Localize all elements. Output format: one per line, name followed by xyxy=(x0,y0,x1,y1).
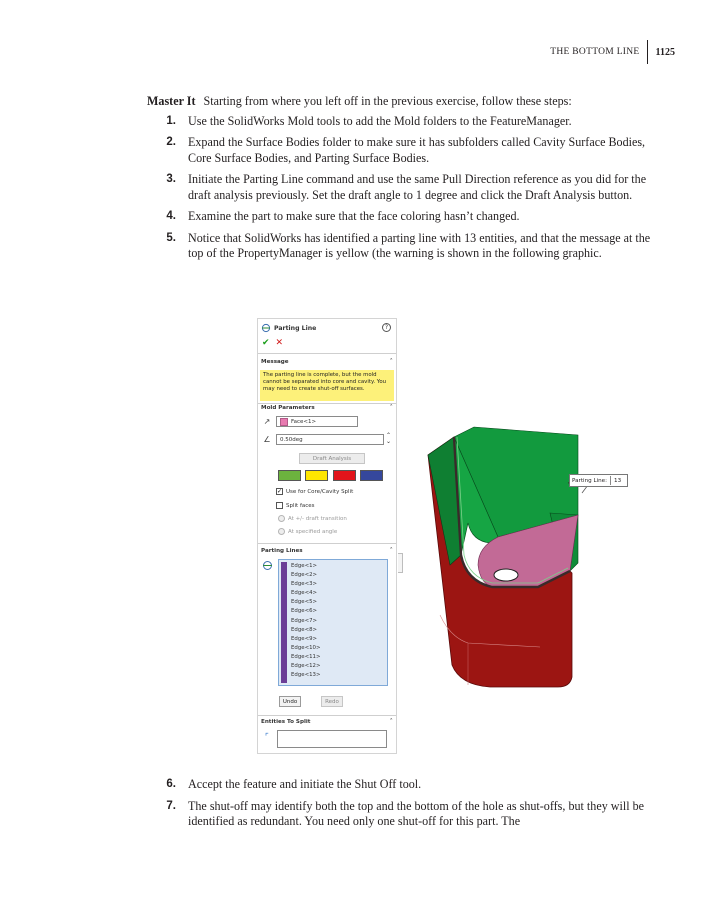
draft-analysis-button[interactable]: Draft Analysis xyxy=(299,453,365,464)
split-faces-checkbox[interactable] xyxy=(276,502,283,509)
edge-item[interactable]: Edge<5> xyxy=(291,599,318,606)
edge-selection-list[interactable] xyxy=(278,559,388,686)
ok-check-icon[interactable]: ✔ xyxy=(262,338,270,348)
specified-angle-label: At specified angle xyxy=(288,528,338,535)
collapse-caret-icon[interactable]: ˆ xyxy=(389,718,393,726)
step-number: 1. xyxy=(166,114,176,127)
core-cavity-split-option[interactable] xyxy=(276,488,353,495)
step-item xyxy=(147,231,657,262)
step-text: Notice that SolidWorks has identified a parting line with 13 entities, and that the message at the top of the PropertyManager is yellow (the warning is shown in the following graphic. xyxy=(188,230,651,260)
parting-line-icon xyxy=(261,323,271,333)
message-section-header[interactable] xyxy=(261,359,393,365)
step-number: 6. xyxy=(166,778,176,790)
callout-separator xyxy=(610,476,611,485)
message-header-label: Message xyxy=(261,359,289,365)
collapse-caret-icon[interactable]: ˆ xyxy=(389,404,393,412)
callout-value: 13 xyxy=(614,477,622,484)
pull-direction-field[interactable] xyxy=(276,416,358,427)
warning-message: The parting line is complete, but the mold cannot be separated into core and cavity. You may need to create shut-off surfaces. xyxy=(260,370,394,401)
draft-transition-option[interactable] xyxy=(278,515,347,522)
entities-to-split-label: Entities To Split xyxy=(261,719,311,725)
entities-to-split-field[interactable] xyxy=(277,730,387,748)
steps-list xyxy=(147,114,657,262)
draft-angle-value: 0.50deg xyxy=(280,436,303,443)
core-cavity-label: Use for Core/Cavity Split xyxy=(286,488,354,495)
negative-draft-color[interactable] xyxy=(333,470,356,481)
callout-label: Parting Line: xyxy=(572,477,608,484)
specified-angle-option[interactable] xyxy=(278,528,337,535)
edge-item[interactable]: Edge<2> xyxy=(291,572,318,579)
master-it-paragraph xyxy=(147,94,657,110)
requires-draft-color[interactable] xyxy=(305,470,328,481)
pm-title: Parting Line xyxy=(274,324,317,332)
parting-line-edges-icon xyxy=(262,560,273,571)
edge-item[interactable]: Edge<3> xyxy=(291,581,318,588)
pm-title-bar xyxy=(261,322,393,334)
divider xyxy=(258,543,396,544)
step-text: Use the SolidWorks Mold tools to add the Mold folders to the FeatureManager. xyxy=(188,113,572,128)
entities-to-split-header[interactable] xyxy=(261,719,393,725)
edge-item[interactable]: Edge<8> xyxy=(291,626,318,633)
edge-item[interactable]: Edge<10> xyxy=(291,644,321,651)
edge-item[interactable]: Edge<6> xyxy=(291,608,318,615)
entities-icon: ⌜ xyxy=(265,732,269,741)
step-number: 2. xyxy=(166,136,176,148)
step-text: Examine the part to make sure that the face coloring hasn’t changed. xyxy=(188,209,520,223)
mold-parameters-label: Mold Parameters xyxy=(261,405,315,411)
core-cavity-checkbox[interactable]: ✓ xyxy=(277,488,283,495)
panel-collapse-handle[interactable] xyxy=(398,553,403,573)
parting-lines-label: Parting Lines xyxy=(261,548,303,554)
edge-item[interactable]: Edge<4> xyxy=(291,590,318,597)
divider xyxy=(258,403,396,404)
section-title: THE BOTTOM LINE xyxy=(550,47,640,57)
face-value: Face<1> xyxy=(291,418,317,425)
parting-line-property-manager xyxy=(257,318,397,754)
step-item xyxy=(147,799,657,830)
pm-actions xyxy=(262,339,283,348)
edge-item[interactable]: Edge<12> xyxy=(291,663,321,670)
edge-item[interactable]: Edge<13> xyxy=(291,672,321,679)
running-head xyxy=(550,40,675,64)
redo-button[interactable]: Redo xyxy=(321,696,343,707)
master-it-intro: Starting from where you left off in the previous exercise, follow these steps: xyxy=(203,94,572,108)
edge-item[interactable]: Edge<11> xyxy=(291,653,321,660)
edge-item[interactable]: Edge<1> xyxy=(291,563,318,569)
step-item xyxy=(147,209,657,225)
step-number: 3. xyxy=(166,173,176,185)
step-text: The shut-off may identify both the top and the bottom of the hole as shut-offs, but they will be identified as redundant. You need only one shut-off for this part. The xyxy=(188,798,645,828)
step-text: Initiate the Parting Line command and use the same Pull Direction reference as you did for the draft analysis previously. Set the draft angle to 1 degree and click the Draft Analysis button. xyxy=(188,172,647,202)
parting-lines-header[interactable] xyxy=(261,548,393,554)
straddle-face-color[interactable] xyxy=(360,470,383,481)
edge-items xyxy=(291,562,320,680)
split-faces-option[interactable] xyxy=(276,502,315,509)
step-number: 7. xyxy=(166,799,176,812)
draft-transition-label: At +/- draft transition xyxy=(288,515,347,522)
master-it-label: Master It xyxy=(147,94,196,108)
steps-list-continued xyxy=(147,777,657,836)
step-item xyxy=(147,172,657,203)
specified-angle-radio[interactable] xyxy=(278,528,285,535)
cancel-x-icon[interactable]: ✕ xyxy=(275,338,284,348)
step-number: 5. xyxy=(166,231,176,244)
draft-angle-icon: ∠ xyxy=(263,435,271,444)
step-item xyxy=(147,777,657,793)
collapse-caret-icon[interactable]: ˆ xyxy=(389,358,393,366)
step-item xyxy=(147,114,657,130)
mold-part-model[interactable] xyxy=(420,415,640,691)
step-text: Accept the feature and initiate the Shut Off tool. xyxy=(188,777,422,791)
edge-color-bar xyxy=(281,562,287,683)
step-number: 4. xyxy=(166,210,176,222)
help-icon[interactable]: ? xyxy=(382,323,391,332)
collapse-caret-icon[interactable]: ˆ xyxy=(389,547,393,555)
divider xyxy=(258,715,396,716)
page-number: 1125 xyxy=(655,46,675,58)
edge-item[interactable]: Edge<7> xyxy=(291,617,318,624)
pull-direction-icon[interactable]: ↗ xyxy=(263,417,271,426)
draft-angle-input[interactable] xyxy=(276,434,384,445)
draft-transition-radio[interactable] xyxy=(278,515,285,522)
spinner-icon[interactable]: ⌃ ⌄ xyxy=(386,432,392,445)
split-faces-label: Split faces xyxy=(286,502,315,509)
divider xyxy=(258,353,396,354)
step-item xyxy=(147,135,657,166)
undo-button[interactable]: Undo xyxy=(279,696,301,707)
positive-draft-color[interactable] xyxy=(278,470,301,481)
mold-parameters-header[interactable] xyxy=(261,405,393,411)
parting-line-callout xyxy=(569,474,628,487)
body-text xyxy=(147,94,657,268)
face-swatch xyxy=(280,418,288,426)
edge-item[interactable]: Edge<9> xyxy=(291,635,318,642)
step-text: Expand the Surface Bodies folder to make sure it has subfolders called Cavity Surface Bodies, Core Surface Bodies, and Parting Surface Bodies. xyxy=(188,135,646,165)
